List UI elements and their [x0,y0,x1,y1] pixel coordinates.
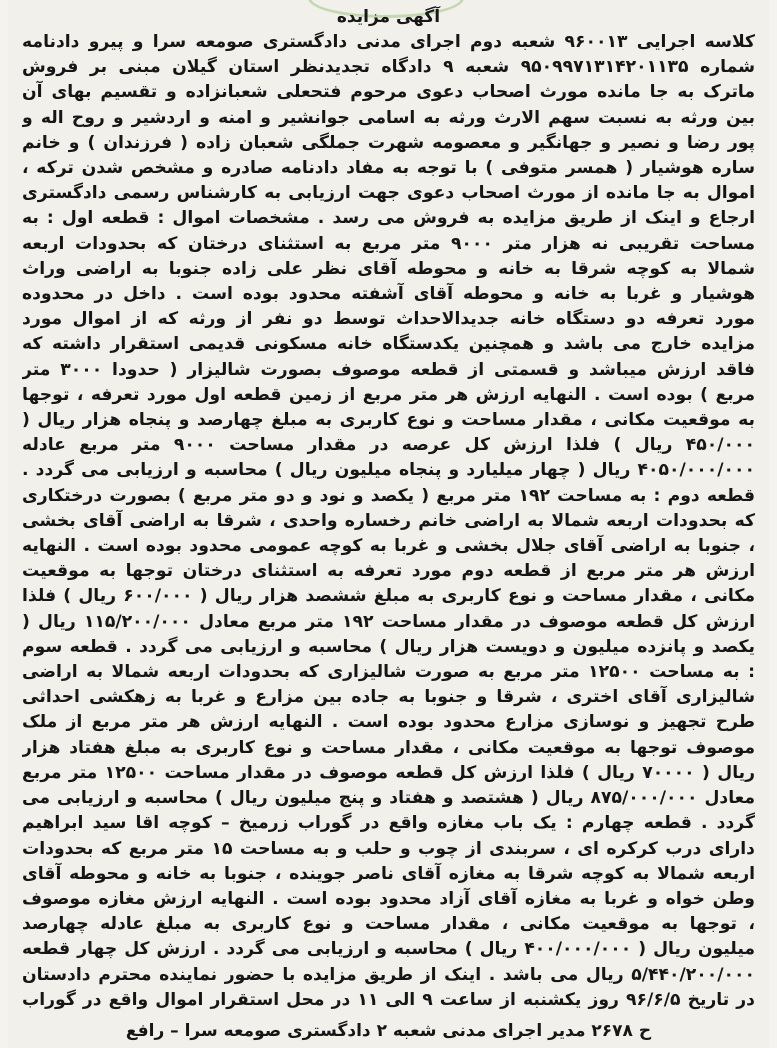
notice-body: کلاسه اجرایی ۹۶۰۰۱۳ شعبه دوم اجرای مدنی دادگستری صومعه سرا و پیرو دادنامه شماره ۹۵۰۹۹۷۱۳۱۴۲۰۱۱۳۵ شعبه ۹ دادگاه تجدیدنظر استان گیلان مبنی بر فروش ماترک به جا مانده مورث اصحاب دعوی مرحوم فتحعلی شعبانزاده و تقسیم بهای آن بین ورثه به نسبت سهم الارث ورثه به اسامی جوانشیر و امنه و اردشیر و روح اله و پور رضا و نصیر و جهانگیر و معصومه شهرت جملگی شعبان زاده ( فرزندان ) و خانم ساره هوشیار ( همسر متوفی ) با توجه به مفاد دادنامه صادره و مشخص شدن ترکه ، اموال به جا مانده از مورث اصحاب دعوی جهت ارزیابی به کارشناس رسمی دادگستری ارجاع و اینک از طریق مزایده به فروش می رسد . مشخصات اموال : قطعه اول : به مساحت تقریبی نه هزار متر ۹۰۰۰ متر مربع به استثنای درختان که بحدودات اربعه شمالا به کوچه شرقا به خانه و محوطه آقای نظر علی زاده جنوبا به اراضی وراث هوشیار و غربا به خانه و محوطه آقای آشفته محدود بوده است . داخل در محدوده مورد تعرفه دو دستگاه خانه جدیدالاحداث توسط دو نفر از ورثه که از اموال مورد مزایده خارج می باشد و همچنین یکدستگاه خانه مسکونی قدیمی استقرار داشته که فاقد ارزش میباشد و قسمتی از قطعه موصوف بصورت شالیزار ( حدودا ۳۰۰۰ متر مربع ) بوده است . النهایه ارزش هر متر مربع از زمین قطعه اول مورد تعرفه ، توجها به موقعیت مکانی ، مقدار مساحت و نوع کاربری به مبلغ چهارصد و پنجاه هزار ریال ( ۴۵۰/۰۰۰ ریال ) فلذا ارزش کل عرصه در مقدار مساحت ۹۰۰۰ متر مربع عادله ۴۰۵۰/۰۰۰/۰۰۰ ریال ( چهار میلیارد و پنجاه میلیون ریال ) محاسبه و ارزیابی می گردد . قطعه دوم : به مساحت ۱۹۲ متر مربع ( یکصد و نود و دو متر مربع ) بصورت درختکاری که بحدودات اربعه شمالا به اراضی خانم رخساره واحدی ، شرقا به اراضی آقای بخشی ، جنوبا به اراضی آقای جلال بخشی و غربا به کوچه عمومی محدود بوده است . النهایه ارزش هر متر مربع از قطعه دوم مورد تعرفه به استثنای درختان توجها به موقعیت مکانی ، مقدار مساحت و نوع کاربری به مبلغ ششصد هزار ریال ( ۶۰۰/۰۰۰ ریال ) فلذا ارزش کل قطعه موصوف در مقدار مساحت ۱۹۲ متر مربع معادل ۱۱۵/۲۰۰/۰۰۰ ریال ( یکصد و پانزده میلیون و دویست هزار ریال ) محاسبه و ارزیابی می گردد . قطعه سوم : به مساحت ۱۲۵۰۰ متر مربع به صورت شالیزاری که بحدودات اربعه شمالا به اراضی شالیزاری آقای اختری ، شرقا و جنوبا به جاده بین مزارع و غربا به زهکشی احداثی طرح تجهیز و نوسازی مزارع محدود بوده است . النهایه ارزش هر متر مربع از ملک موصوف توجها به موقعیت مکانی ، مقدار مساحت و نوع کاربری به مبلغ هفتاد هزار ریال ( ۷۰۰۰۰ ریال ) فلذا ارزش کل قطعه موصوف در مقدار مساحت ۱۲۵۰۰ متر مربع معادل ۸۷۵/۰۰۰/۰۰۰ ریال ( هشتصد و هفتاد و پنج میلیون ریال ) محاسبه و ارزیابی می گردد . قطعه چهارم : یک باب مغازه واقع در گوراب زرمیخ – کوچه اقا سید ابراهیم دارای درب کرکره ای ، سربندی از چوب و حلب و به مساحت ۱۵ متر مربع که بحدودات اربعه شمالا به کوچه شرقا به مغازه آقای ناصر جوینده ، جنوبا به خانه و محوطه آقای وطن خواه و غربا به مغازه آقای آزاد محدود بوده است . النهایه ارزش مغازه موصوف ، توجها به موقعیت مکانی ، مقدار مساحت و نوع کاربری به مبلغ عادله چهارصد میلیون ریال ( ۴۰۰/۰۰۰/۰۰۰ ریال ) محاسبه و ارزیابی می گردد . ارزش کل چهار قطعه ۵/۴۴۰/۲۰۰/۰۰۰ ریال می باشد . اینک از طریق مزایده با حضور نماینده محترم دادستان در تاریخ ۹۶/۶/۵ روز یکشنبه از ساعت ۹ الی ۱۱ در محل استقرار اموال واقع در گوراب [22,32,755,1010]
notice-title: آگهی مزایده [336,7,441,27]
notice-footer: ح ۲۶۷۸ مدیر اجرای مدنی شعبه ۲ دادگستری صومعه سرا – رافع [125,1021,652,1041]
notice-sheet [8,0,769,1048]
